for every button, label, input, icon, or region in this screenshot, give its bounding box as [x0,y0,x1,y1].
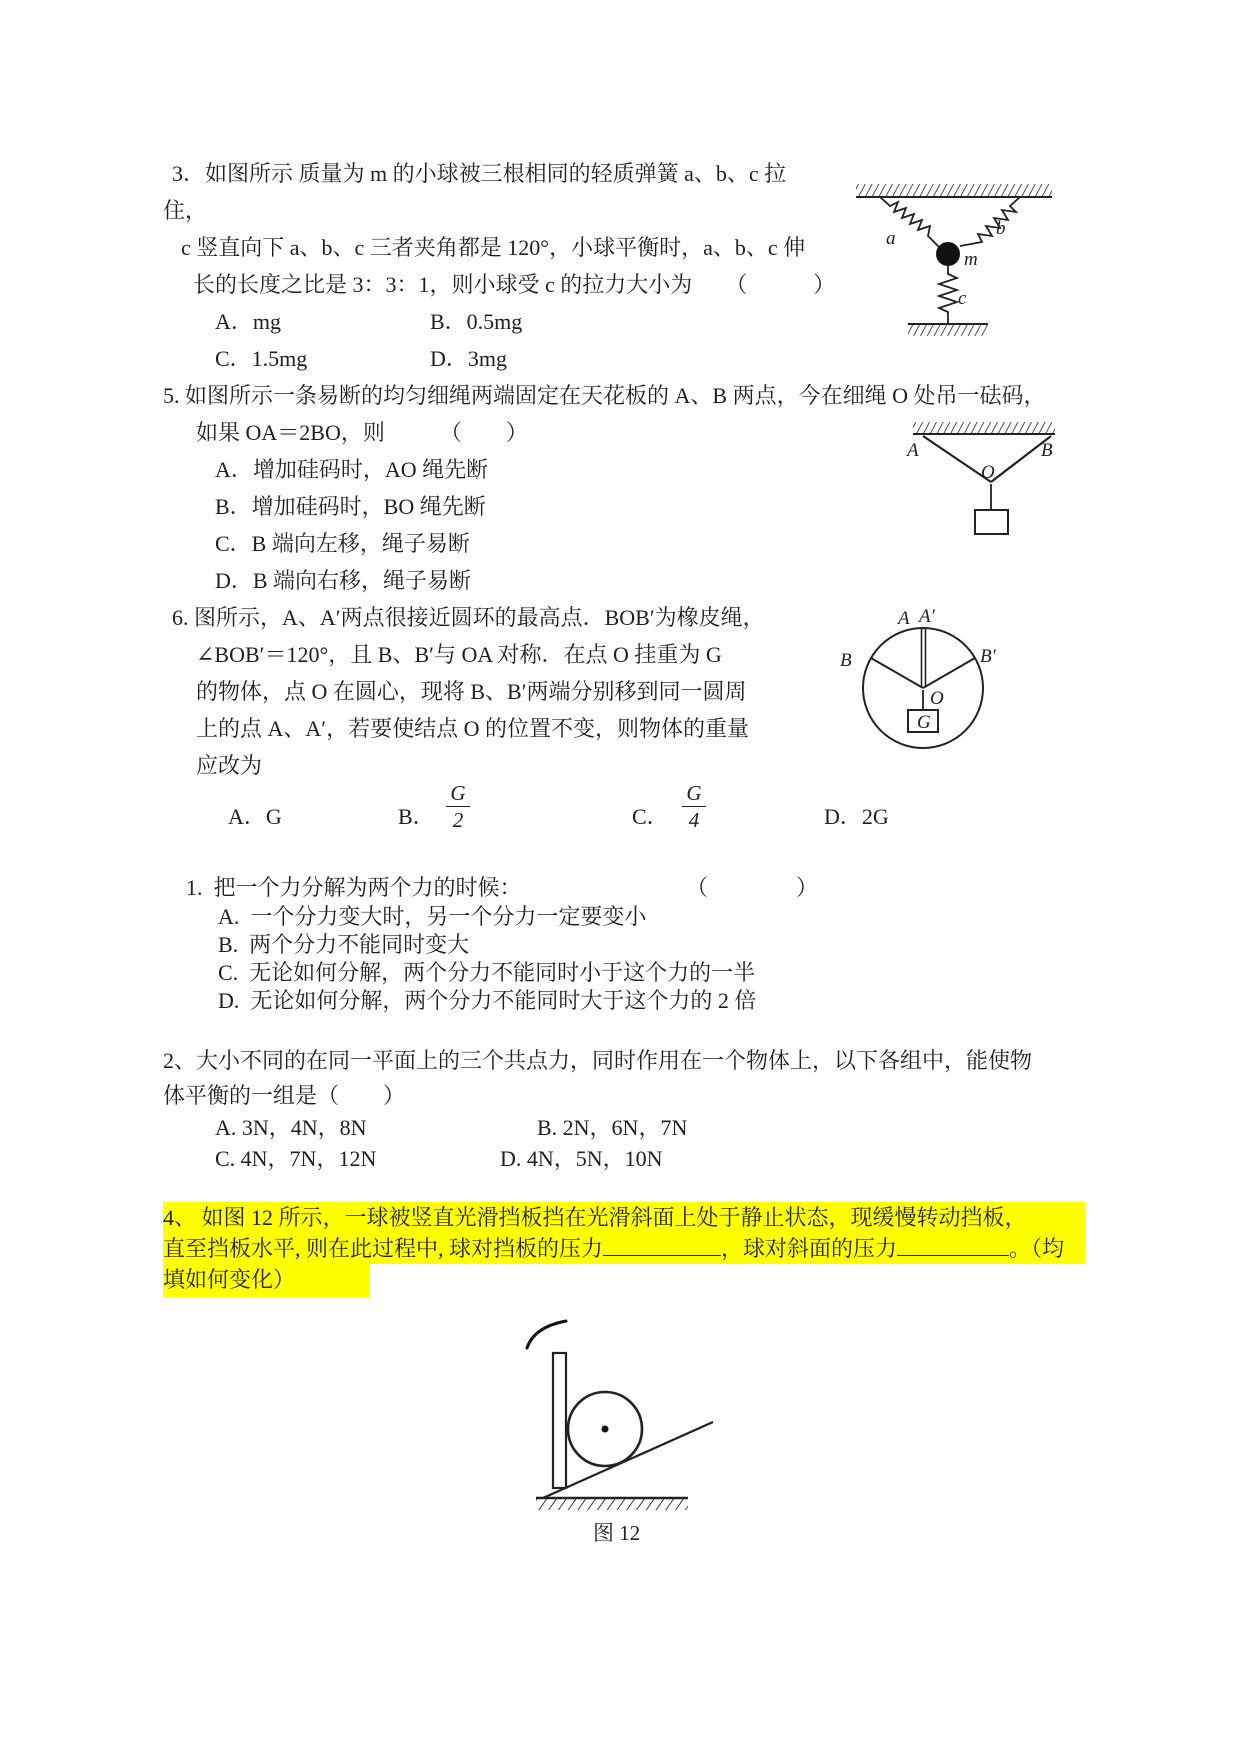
label-b: B [840,650,852,671]
q5-option-b: B．增加硅码时，BO 绳先断 [215,494,486,519]
q5-line-1: 5. 如图所示一条易断的均匀细绳两端固定在天花板的 A、B 两点，今在细绳 O 处吊一砝码， [163,383,1046,408]
q1-option-d: D. 无论如何分解，两个分力不能同时大于这个力的 2 倍 [218,988,757,1013]
q6-line-4: 上的点 A、A′，若要使结点 O 的位置不变，则物体的重量 [196,716,749,741]
q1-option-b: B. 两个分力不能同时变大 [218,932,470,957]
rotation-arrow [527,1321,566,1348]
label-m: m [964,249,978,270]
ground-hatch [536,1499,688,1510]
fraction-numerator: G [686,781,702,805]
board [553,1353,566,1488]
q6-option-b-fraction [446,782,470,831]
cord-bpo [923,658,975,688]
q4-line-2-text-3: 。（均 [1009,1236,1065,1261]
label-o: O [930,688,944,709]
q5-option-a: A．增加硅码时，AO 绳先断 [215,457,489,482]
label-b-prime: B′ [980,646,996,667]
q6-option-c-prefix: C． [632,804,669,829]
q4-line-2-text-2: ，球对斜面的压力 [721,1236,898,1261]
q6-option-c-fraction [682,782,706,831]
q1-option-a: A. 一个分力变大时，另一个分力一定要变小 [218,904,647,929]
q4-line-2 [163,1233,1085,1264]
q4-line-2-text-1: 直至挡板水平, 则在此过程中, 球对挡板的压力 [163,1236,604,1261]
label-a: A [907,440,919,461]
fraction-denominator: 2 [452,808,464,833]
label-a: a [886,228,896,249]
q2-option-c: C. 4N，7N，12N [215,1146,377,1171]
q5-option-c: C．B 端向左移，绳子易断 [215,531,470,556]
label-a: A [898,608,910,629]
ball-m [936,242,960,266]
ceiling-hatch [856,184,1052,196]
q5-line-2: 如果 OA＝2BO，则 （ ） [196,420,528,445]
q1-stem: 1. 把一个力分解为两个力的时候： [186,875,522,900]
q6-line-3: 的物体，点 O 在圆心，现将 B、B′两端分别移到同一圆周 [196,679,747,704]
q3-option-c: C．1.5mg [215,346,308,371]
q1-option-c: C. 无论如何分解，两个分力不能同时小于这个力的一半 [218,960,756,985]
ball-center-dot [602,1426,609,1433]
q4-line-1: 4、 如图 12 所示，一球被竖直光滑挡板挡在光滑斜面上处于静止状态，现缓慢转动挡板， [163,1202,1085,1233]
q6-circle-figure [838,598,1010,750]
ceiling-hatch [913,422,1055,433]
q2-option-b: B. 2N，6N，7N [537,1115,688,1140]
q3-option-b: B．0.5mg [430,309,523,334]
q3-line-4: 长的长度之比是 3：3：1，则小球受 c 的拉力大小为 （ ） [193,272,836,297]
q6-line-5: 应改为 [196,753,263,778]
q4-line-3: 填如何变化） [163,1264,370,1297]
q6-option-d: D．2G [824,804,889,829]
label-g: G [917,712,931,733]
q1-answer-paren: （ ） [686,875,819,900]
q6-option-a: A．G [228,804,282,829]
q3-option-d: D．3mg [430,346,508,371]
q3-springs-figure [850,148,1082,346]
q6-line-1: 6. 图所示，A、A′两点很接近圆环的最高点．BOB′为橡皮绳， [172,605,765,630]
q3-line-2: 住， [163,198,208,223]
floor-hatch [908,325,988,336]
q6-option-b-prefix: B． [398,804,435,829]
q3-line-3: c 竖直向下 a、b、c 三者夹角都是 120°，小球平衡时，a、b、c 伸 [181,235,806,260]
fraction-bar [682,806,706,807]
weight-box [975,510,1008,534]
q4-figure-12 [460,1315,745,1560]
q6-line-2: ∠BOB′＝120°，且 B、B′与 OA 对称．在点 O 挂重为 G [196,642,722,667]
spring-c [939,266,957,324]
q5-option-d: D．B 端向右移，绳子易断 [215,568,472,593]
label-b: B [1041,440,1053,461]
cord-bo [871,658,923,688]
q4-blank-1 [603,1233,721,1256]
q3-option-a: A．mg [215,309,282,334]
q2-line-2: 体平衡的一组是（ ） [163,1083,406,1108]
q3-line-1: 3．如图所示 质量为 m 的小球被三根相同的轻质弹簧 a、b、c 拉 [172,161,787,186]
q4-blank-2 [897,1233,1009,1256]
spring-b [960,197,1020,246]
fraction-denominator: 4 [688,808,700,833]
label-b: b [996,218,1006,239]
q5-rope-figure [903,420,1065,542]
q2-option-a: A. 3N，4N，8N [215,1115,367,1140]
label-c: c [958,288,967,309]
fraction-numerator: G [450,781,466,805]
label-o: O [981,462,995,483]
q2-line-1: 2、大小不同的在同一平面上的三个共点力，同时作用在一个物体上，以下各组中，能使物 [163,1048,1033,1073]
fraction-bar [446,806,470,807]
q2-option-d: D. 4N，5N，10N [500,1146,663,1171]
label-a-prime: A′ [919,606,935,627]
figure-caption: 图 12 [593,1521,641,1545]
